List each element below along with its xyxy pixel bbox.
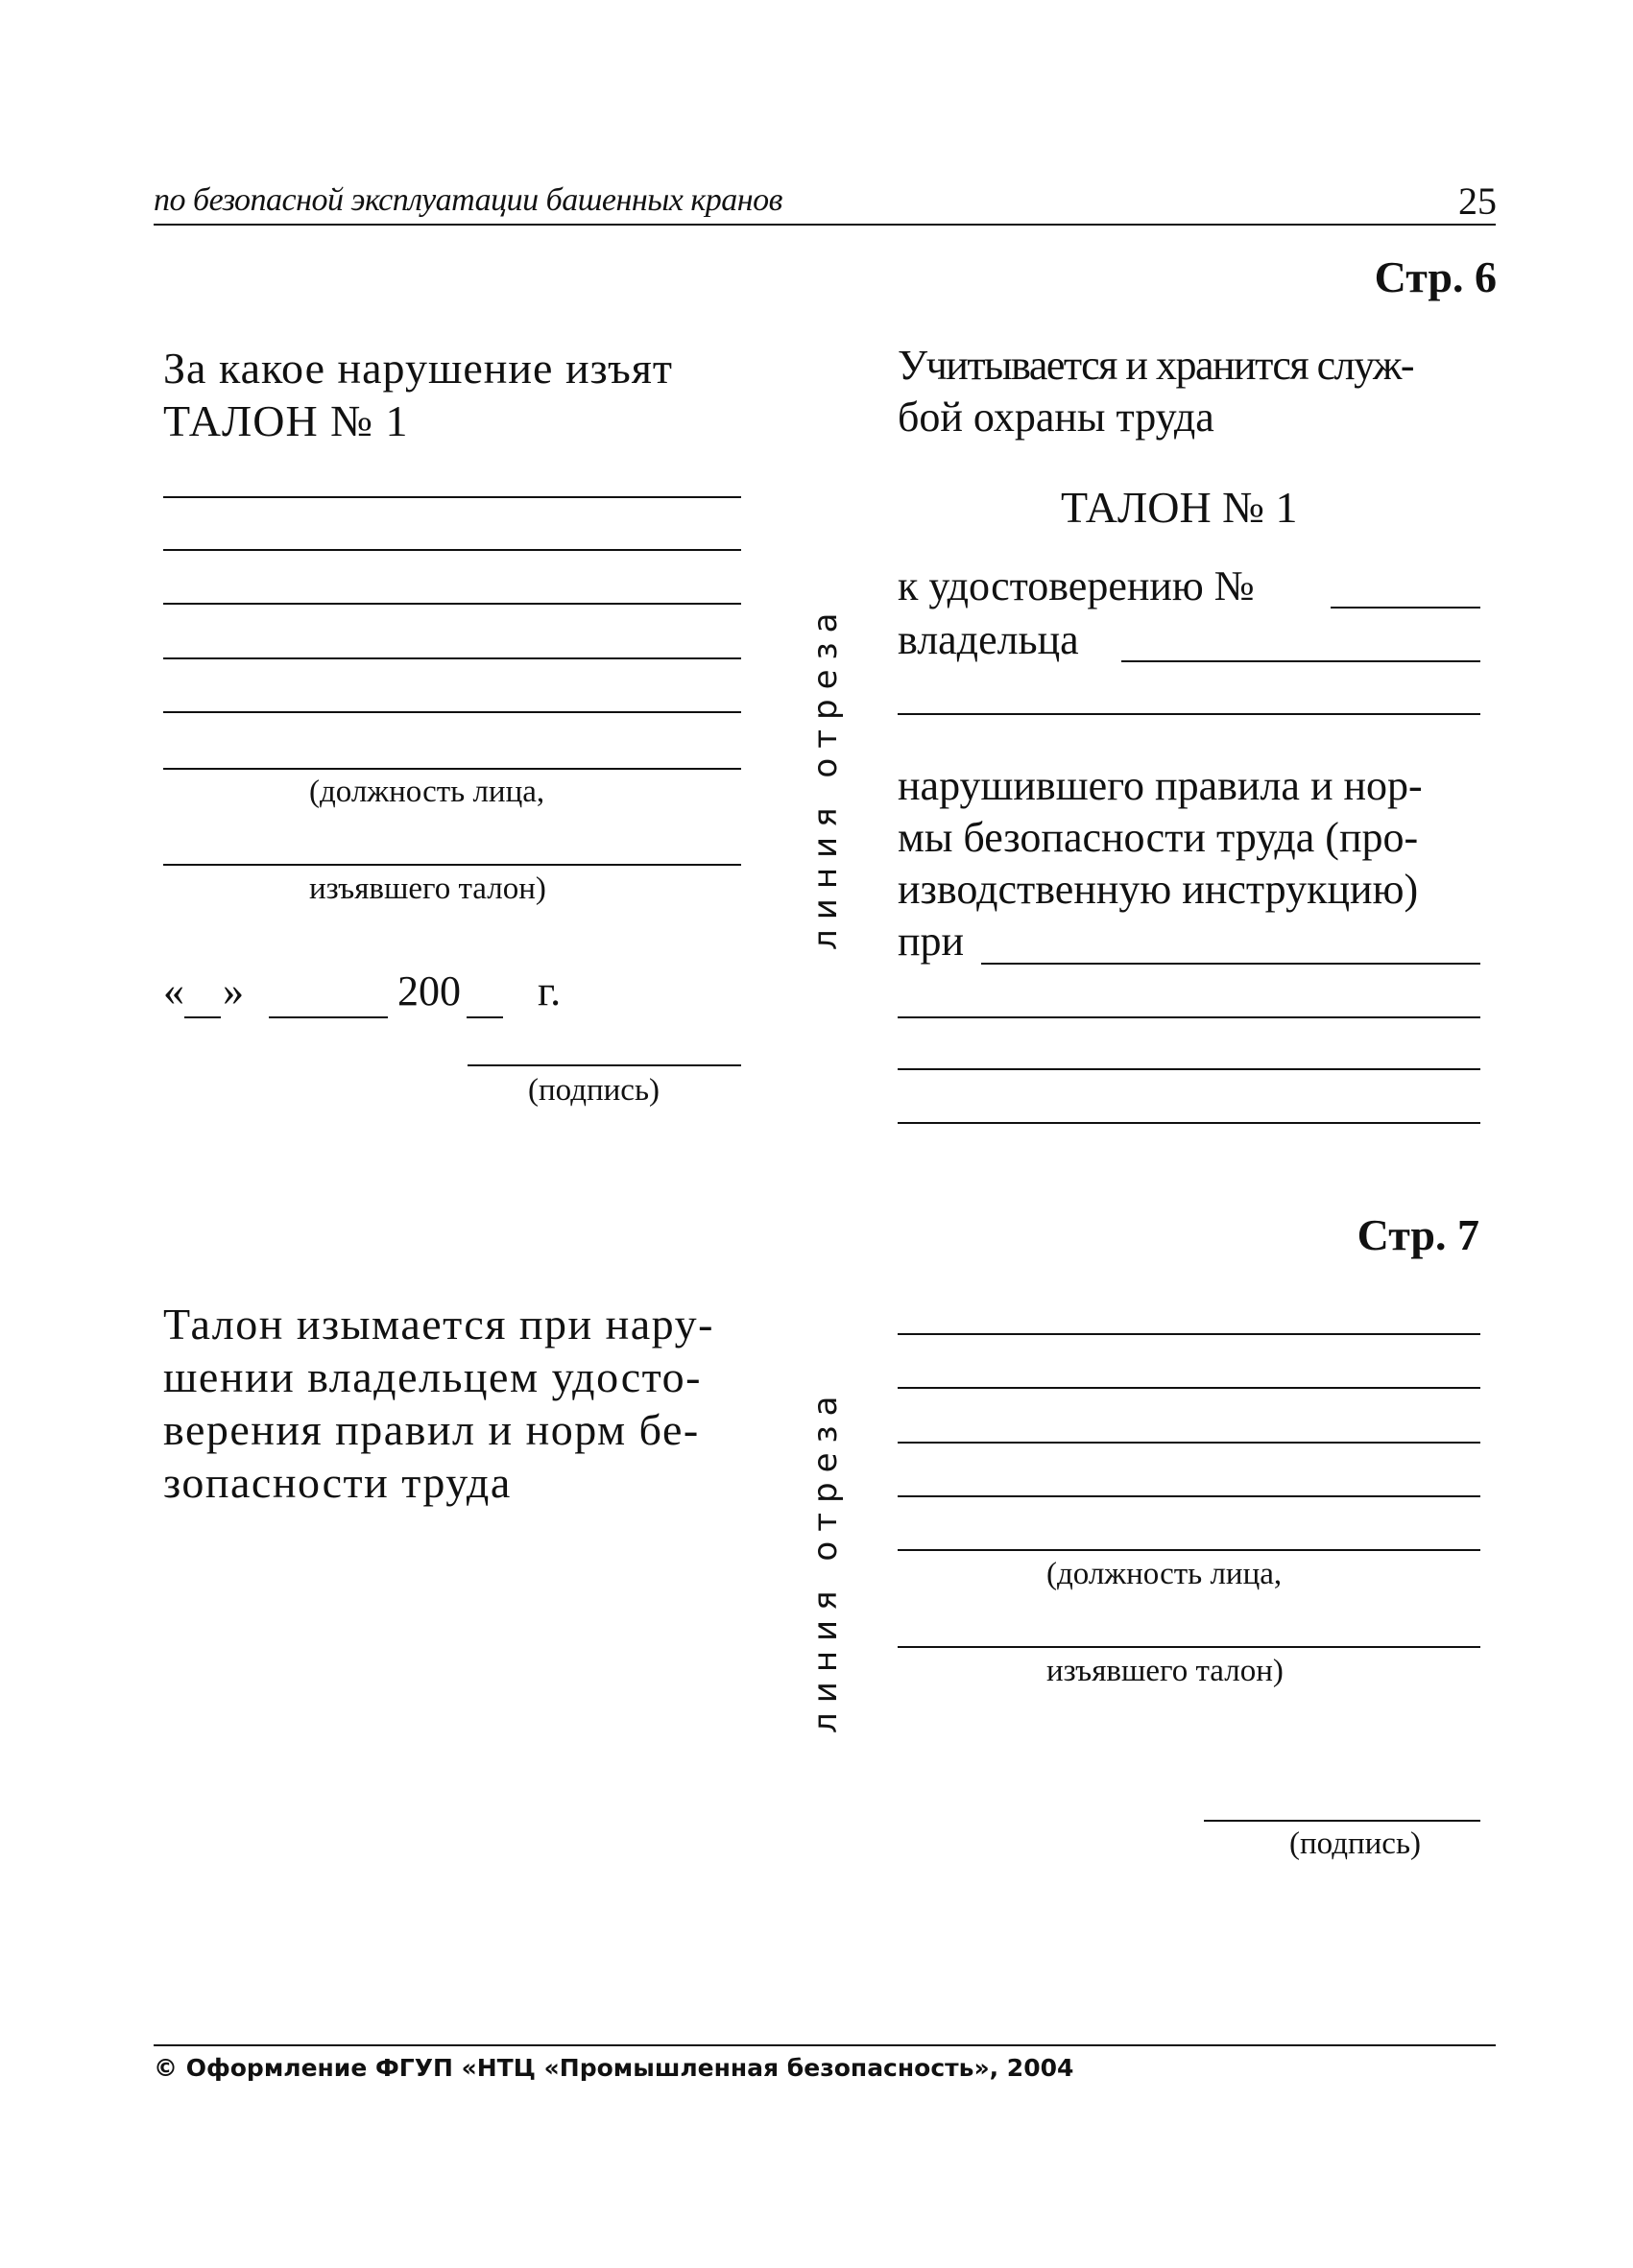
violation-text [898, 760, 1423, 967]
answer-line [163, 711, 741, 713]
caption-position: (должность лица, [309, 775, 545, 809]
caption-signature: (подпись) [1289, 1826, 1421, 1861]
date-year-line [467, 1016, 503, 1018]
at-label: при [898, 918, 965, 965]
page-6-label: Стр. 6 [1374, 252, 1497, 301]
violation-line [981, 963, 1480, 965]
answer-line [898, 1387, 1480, 1389]
page-7-label: Стр. 7 [1357, 1210, 1479, 1259]
page-number: 25 [1458, 179, 1497, 223]
date-month-line [269, 1016, 388, 1018]
answer-line [898, 1333, 1480, 1335]
rule-line-3: верения правил и норм бе- [163, 1405, 700, 1454]
storage-line-2: бой охраны труда [898, 394, 1214, 441]
header-rule [154, 224, 1496, 226]
cert-number-line [1331, 607, 1480, 609]
answer-line [898, 1646, 1480, 1648]
answer-line [898, 1549, 1480, 1551]
question-line-1: За какое нарушение изъят [163, 344, 673, 393]
cut-line-label: линия отреза [806, 603, 845, 950]
owner-label: владельца [898, 616, 1079, 663]
answer-line [163, 657, 741, 659]
rule-line-4: зопасности труда [163, 1458, 512, 1507]
date-suffix: г. [538, 967, 562, 1015]
violation-line [898, 1068, 1480, 1070]
caption-issuer: изъявшего талон) [1046, 1654, 1284, 1688]
date-day-line [184, 1016, 221, 1018]
footer-rule [154, 2044, 1496, 2046]
date-close-quote: » [223, 967, 244, 1015]
rule-line-1: Талон изымается при нару- [163, 1300, 714, 1349]
cert-label: к удостоверению № [898, 562, 1255, 609]
answer-line [898, 1442, 1480, 1444]
running-title: по безопасной эксплуатации башенных кранов [154, 182, 782, 218]
owner-line [1121, 660, 1480, 662]
violation-line [898, 1016, 1480, 1018]
signature-line [1204, 1820, 1480, 1822]
violation-line-3: изводственную инструкцию) [898, 866, 1419, 913]
date-year: 200 [397, 967, 461, 1015]
violation-line-2: мы безопасности труда (про- [898, 814, 1419, 861]
storage-line-1: Учитывается и хранится служ- [898, 342, 1414, 389]
date-field [163, 967, 566, 1024]
rule-line-2: шении владельцем удосто- [163, 1352, 702, 1401]
answer-line [163, 603, 741, 605]
answer-line [163, 549, 741, 551]
answer-line [898, 1495, 1480, 1497]
caption-signature: (подпись) [528, 1073, 660, 1108]
caption-issuer: изъявшего талон) [309, 871, 546, 906]
owner-line [898, 713, 1480, 715]
violation-line-1: нарушившего правила и нор- [898, 762, 1423, 809]
answer-line [163, 864, 741, 866]
talon-title: ТАЛОН № 1 [1061, 483, 1298, 532]
answer-line [163, 768, 741, 770]
answer-line [163, 496, 741, 498]
copyright: © Оформление ФГУП «НТЦ «Промышленная безопасность», 2004 [154, 2054, 1074, 2082]
question-line-2: ТАЛОН № 1 [163, 396, 409, 445]
date-open-quote: « [163, 967, 184, 1015]
storage-note [898, 340, 1493, 443]
page-7-rule-text [163, 1298, 714, 1509]
page-6-question [163, 342, 673, 447]
caption-position: (должность лица, [1046, 1557, 1283, 1591]
cut-line-label: линия отреза [806, 1386, 845, 1733]
signature-line [468, 1064, 741, 1066]
violation-line [898, 1122, 1480, 1124]
